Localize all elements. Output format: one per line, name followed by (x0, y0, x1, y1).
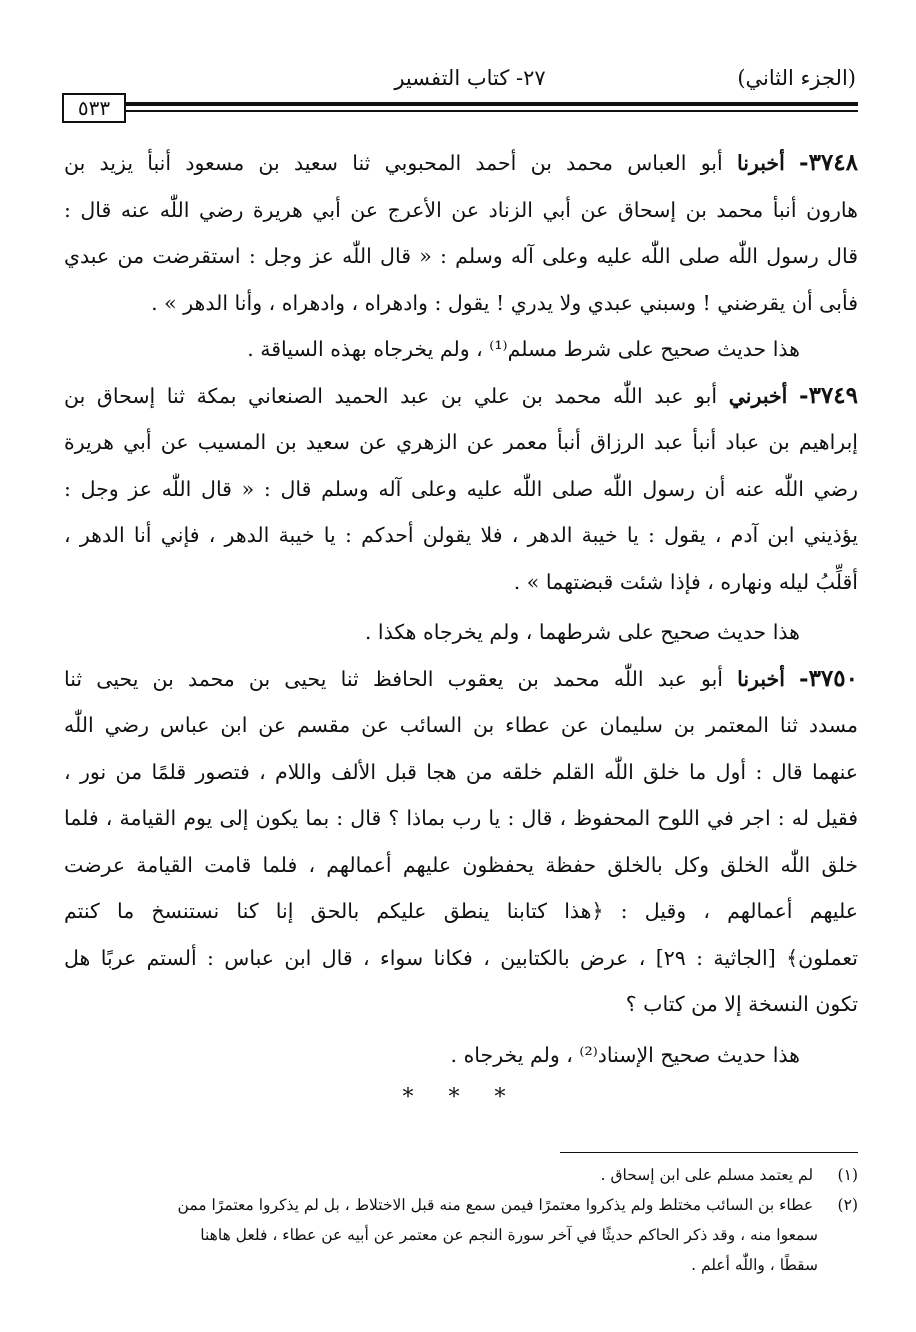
hadith-text: أبو العباس محمد بن أحمد المحبوبي ثنا سعيد بن مسعود أنبأ يزيد بن (64, 151, 723, 175)
hadith-keyword: أخبرنا (736, 151, 785, 175)
chapter-title: ٢٧- كتاب التفسير (394, 66, 546, 90)
hadith-3750-line-8: تكون النسخة إلا من كتاب ؟ (625, 992, 858, 1016)
hadith-3748-line-2: هارون أنبأ محمد بن إسحاق عن أبي الزناد عن الأعرج عن أبي هريرة رضي اللّٰه عنه قال : (64, 197, 858, 222)
footnote-2 (64, 1190, 858, 1220)
footnote-text: عطاء بن السائب مختلط ولم يذكروا معتمرًا فيمن سمع منه قبل الاختلاط ، بل لم يذكروا معتمرًا ممن (177, 1196, 814, 1214)
hadith-3749-comment: هذا حديث صحيح على شرطهما ، ولم يخرجاه هكذا . (364, 620, 800, 644)
footnote-rule (560, 1152, 858, 1153)
hadith-text: أبو عبد اللّٰه محمد بن علي بن عبد الحميد الصنعاني بمكة ثنا إسحاق بن (64, 383, 718, 408)
hadith-3749-line-1 (64, 373, 858, 420)
hadith-3748-line-4: فأبى أن يقرضني ! وسبني عبدي ولا يدري ! يقول : وادهراه ، وادهراه ، وأنا الدهر » . (151, 290, 858, 315)
hadith-number: ٣٧٤٩- (799, 381, 858, 409)
footnote-marker: (٢) (837, 1196, 858, 1214)
header-rule-thick (126, 102, 858, 106)
volume-label: (الجزء الثاني) (737, 66, 856, 90)
footnote-text: لم يعتمد مسلم على ابن إسحاق . (600, 1166, 814, 1184)
hadith-keyword: أخبرني (728, 383, 788, 408)
section-separator: * * * (402, 1085, 520, 1110)
footnotes (64, 1160, 858, 1280)
footnote-2-line-2: سمعوا منه ، وقد ذكر الحاكم حديثًا في آخر سورة النجم عن معتمر عن أبيه عن عطاء ، فلعل هاهنا (200, 1226, 818, 1244)
hadith-3750-line-7: تعملون﴾ [الجاثية : ٢٩] ، عرض بالكتابين ، فكانا سواء ، قال ابن عباس : ألستم عربًا هل (64, 945, 858, 970)
hadith-number: ٣٧٤٨- (799, 149, 858, 176)
hadith-3749-line-4: يؤذيني ابن آدم ، يقول : يا خيبة الدهر ، فلا يقولن أحدكم : يا خيبة الدهر ، فإني أنا الدهر ، (64, 523, 858, 547)
hadith-text: أبو عبد اللّٰه محمد بن يعقوب الحافظ ثنا يحيى بن محمد بن يحيى ثنا (64, 666, 723, 691)
main-text (64, 140, 858, 1124)
hadith-3750-line-4: فقيل له : اجر في اللوح المحفوظ ، قال : يا رب بماذا ؟ قال : بما يكون إلى يوم القيامة ، فلما (64, 806, 858, 830)
footnote-marker: (١) (837, 1166, 858, 1184)
hadith-3748-comment: هذا حديث صحيح على شرط مسلم⁽¹⁾ ، ولم يخرجاه بهذه السياقة . (247, 337, 800, 361)
hadith-3749-line-3: رضي اللّٰه عنه أن رسول اللّٰه صلى اللّٰه عليه وعلى آله وسلم قال : « قال اللّٰه عز وجل : (64, 476, 858, 501)
hadith-3750-line-2: مسدد ثنا المعتمر بن سليمان عن عطاء بن السائب عن مقسم عن ابن عباس رضي اللّٰه (64, 713, 858, 737)
hadith-3750-line-1 (64, 656, 858, 703)
hadith-3750-line-3: عنهما قال : أول ما خلق اللّٰه القلم خلقه من هجا قبل الألف واللام ، فتصور قلمًا من نور ، (64, 759, 858, 784)
footnote-1 (64, 1160, 858, 1190)
hadith-3749-line-2: إبراهيم بن عباد أنبأ عبد الرزاق أنبأ معمر عن الزهري عن سعيد بن المسيب عن أبي هريرة (64, 430, 858, 454)
page-number: ٥٣٣ (62, 93, 126, 123)
footnote-2-line-3: سقطًا ، واللّٰه أعلم . (691, 1256, 818, 1274)
hadith-keyword: أخبرنا (737, 666, 785, 691)
hadith-3750-line-5: خلق اللّٰه الخلق وكل بالخلق حفظة يحفظون عليهم أعمالهم ، فلما قامت القيامة عرضت (64, 852, 858, 877)
hadith-3748-line-3: قال رسول اللّٰه صلى اللّٰه عليه وعلى آله وسلم : « قال اللّٰه عز وجل : استقرضت من عبدي (64, 244, 858, 268)
header-rule-thin (126, 110, 858, 112)
hadith-3750-line-6: عليهم أعمالهم ، وقيل : ﴿هذا كتابنا ينطق عليكم بالحق إنا كنا نستنسخ ما كنتم (64, 899, 858, 923)
hadith-3750-comment: هذا حديث صحيح الإسناد⁽²⁾ ، ولم يخرجاه . (450, 1042, 800, 1067)
hadith-3749-line-5: أقلِّبُ ليله ونهاره ، فإذا شئت قبضتهما » . (513, 569, 858, 594)
hadith-number: ٣٧٥٠- (799, 664, 858, 692)
hadith-3748-line-1 (64, 140, 858, 187)
